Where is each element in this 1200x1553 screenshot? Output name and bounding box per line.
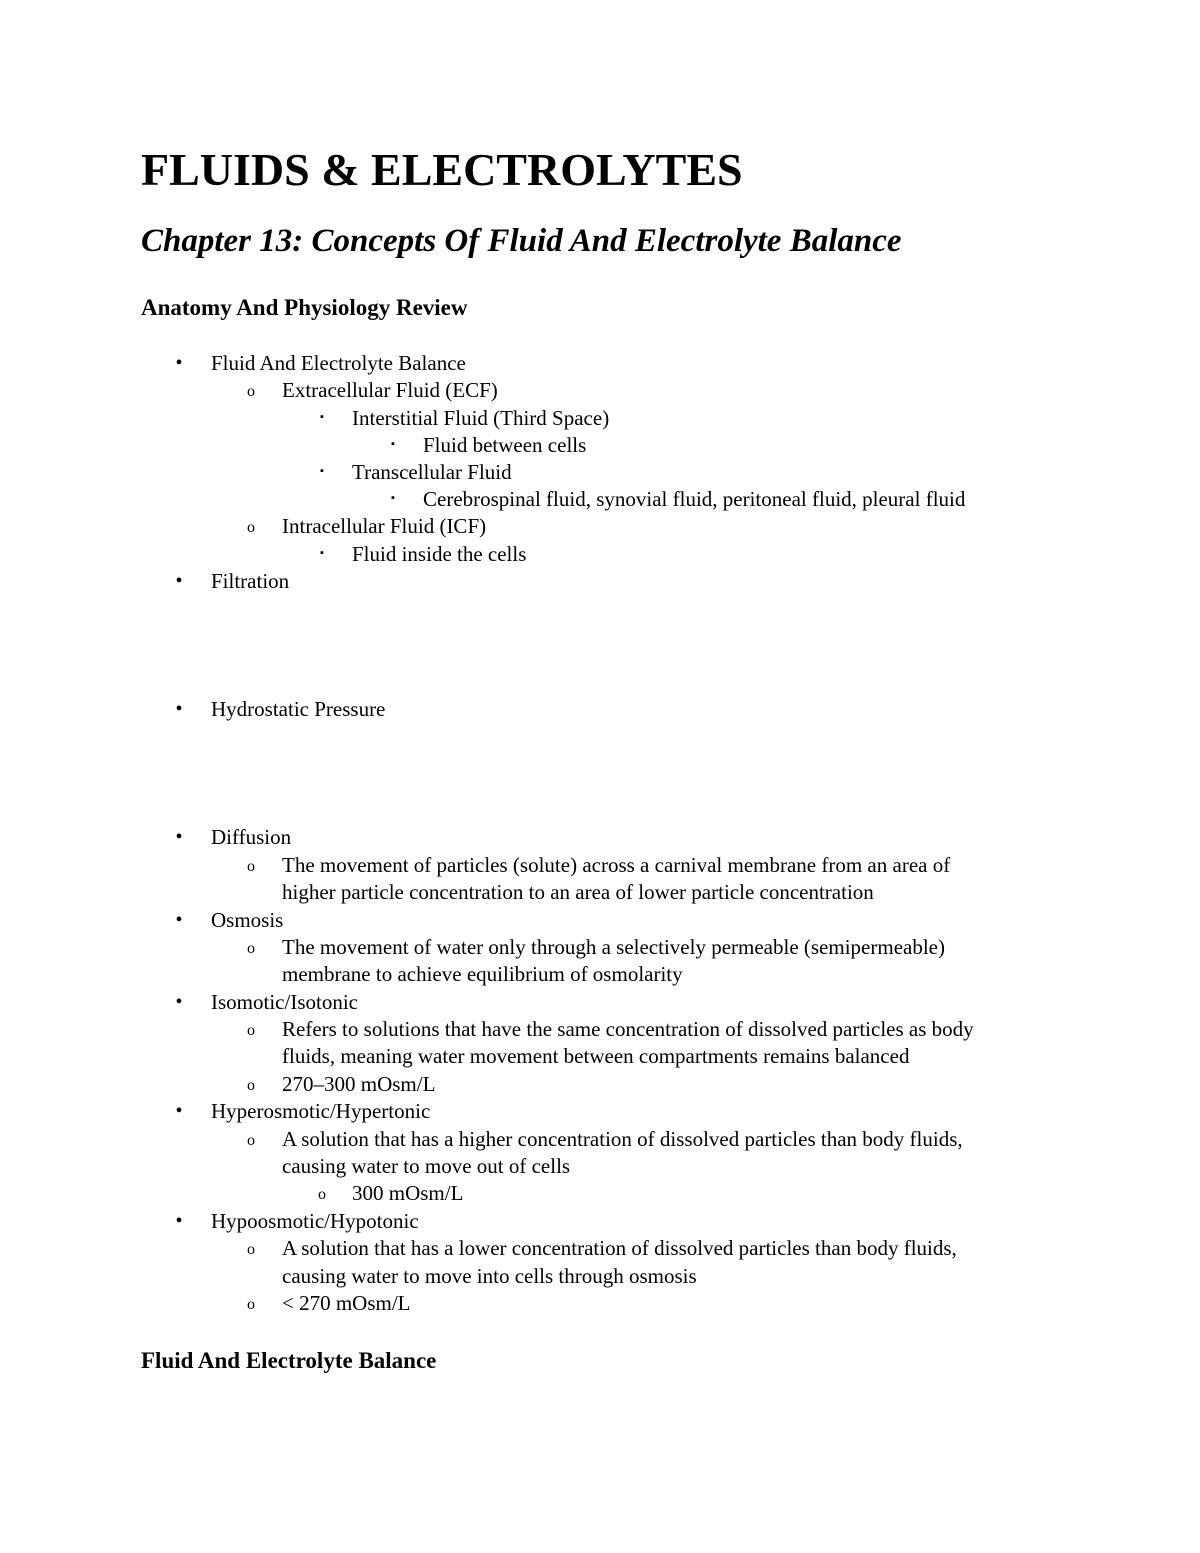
bullet-disc-icon: • — [175, 1100, 183, 1122]
document-title: FLUIDS & ELECTROLYTES — [141, 144, 743, 195]
bullet-disc-icon: • — [175, 1210, 183, 1232]
bullet-circle-icon: o — [247, 940, 255, 957]
bullet-disc-icon: • — [175, 826, 183, 848]
list-item-text: Intracellular Fluid (ICF) — [282, 514, 487, 538]
list-item-text: Fluid inside the cells — [352, 542, 527, 566]
list-item-text: 270–300 mOsm/L — [282, 1072, 436, 1096]
section-heading-fluid-balance: Fluid And Electrolyte Balance — [141, 1348, 437, 1373]
bullet-circle-icon: o — [247, 858, 255, 875]
bullet-disc-icon: • — [175, 909, 183, 931]
list-item-text: Extracellular Fluid (ECF) — [282, 378, 498, 402]
list-item-text: Transcellular Fluid — [352, 460, 512, 484]
bullet-circle-icon: o — [247, 1077, 255, 1094]
list-item-text: Osmosis — [211, 908, 284, 932]
bullet-circle-icon: o — [247, 383, 255, 400]
list-item-text: Filtration — [211, 569, 290, 593]
list-item-text: Diffusion — [211, 825, 292, 849]
list-item-text: The movement of water only through a selectively permeable (semipermeable) — [282, 935, 945, 959]
list-item-text: Hydrostatic Pressure — [211, 697, 386, 721]
section-heading-anatomy: Anatomy And Physiology Review — [141, 295, 468, 320]
list-item-text: higher particle concentration to an area of lower particle concentration — [282, 880, 874, 904]
chapter-heading: Chapter 13: Concepts Of Fluid And Electrolyte Balance — [141, 223, 902, 259]
bullet-square-icon: ▪ — [320, 411, 324, 423]
list-item-text: Cerebrospinal fluid, synovial fluid, peritoneal fluid, pleural fluid — [423, 487, 966, 511]
bullet-disc-icon: • — [175, 698, 183, 720]
list-item-text: Interstitial Fluid (Third Space) — [352, 406, 610, 430]
list-item-text: Hypoosmotic/Hypotonic — [211, 1209, 419, 1233]
bullet-square-icon: ▪ — [391, 438, 395, 450]
list-item-text: Fluid between cells — [423, 433, 587, 457]
list-item-text: fluids, meaning water movement between compartments remains balanced — [282, 1044, 910, 1068]
bullet-disc-icon: • — [175, 991, 183, 1013]
list-item-text: 300 mOsm/L — [352, 1181, 464, 1205]
list-item-text: membrane to achieve equilibrium of osmolarity — [282, 962, 683, 986]
list-item-text: The movement of particles (solute) across a carnival membrane from an area of — [282, 853, 951, 877]
bullet-disc-icon: • — [175, 570, 183, 592]
bullet-disc-icon: • — [175, 352, 183, 374]
bullet-circle-icon: o — [318, 1186, 326, 1203]
list-item-text: A solution that has a lower concentration of dissolved particles than body fluids, — [282, 1236, 957, 1260]
bullet-circle-icon: o — [247, 1296, 255, 1313]
list-item-text: Hyperosmotic/Hypertonic — [211, 1099, 431, 1123]
list-item-text: Refers to solutions that have the same concentration of dissolved particles as body — [282, 1017, 974, 1041]
list-item-text: Fluid And Electrolyte Balance — [211, 351, 466, 375]
bullet-square-icon: ▪ — [391, 492, 395, 504]
list-item-text: causing water to move out of cells — [282, 1154, 571, 1178]
list-item-text: A solution that has a higher concentration of dissolved particles than body fluids, — [282, 1127, 963, 1151]
bullet-square-icon: ▪ — [320, 465, 324, 477]
bullet-circle-icon: o — [247, 519, 255, 536]
list-item-text: Isomotic/Isotonic — [211, 990, 358, 1014]
list-item-text: < 270 mOsm/L — [282, 1291, 411, 1315]
bullet-circle-icon: o — [247, 1132, 255, 1149]
bullet-circle-icon: o — [247, 1241, 255, 1258]
bullet-square-icon: ▪ — [320, 547, 324, 559]
bullet-circle-icon: o — [247, 1022, 255, 1039]
list-item-text: causing water to move into cells through osmosis — [282, 1264, 697, 1288]
